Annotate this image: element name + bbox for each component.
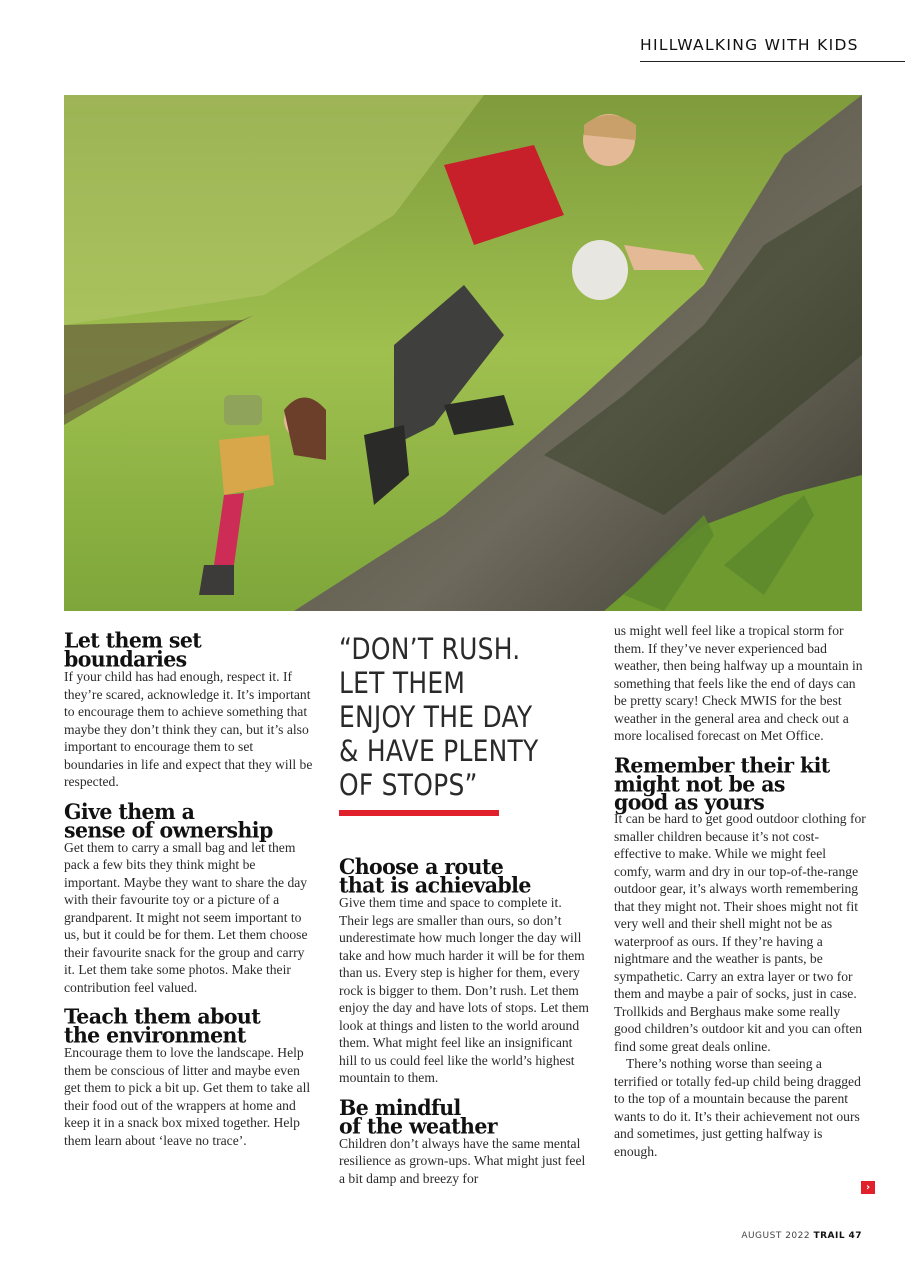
heading-line: sense of ownership: [64, 816, 273, 842]
section-label: HILLWALKING WITH KIDS: [640, 36, 859, 54]
photo-hillwalking-kids-icon: [64, 95, 862, 611]
heading-environment: [64, 1003, 314, 1048]
column-3: [614, 622, 866, 1160]
heading-line: the environment: [64, 1022, 246, 1048]
heading-line: that is achievable: [339, 872, 531, 898]
heading-line: good as yours: [614, 789, 765, 815]
column-1: [64, 627, 314, 1149]
section-rule: [640, 61, 905, 62]
pull-quote: [339, 632, 588, 802]
heading-route: [339, 853, 589, 898]
folio-magazine: TRAIL: [813, 1231, 846, 1241]
pull-quote-line: ENJOY THE DAY: [339, 700, 533, 734]
folio-page-number: 47: [848, 1231, 862, 1241]
heading-line: Give them a: [64, 798, 195, 824]
body-weather: Children don’t always have the same mental resilience as grown-ups. What might just feel a bit damp and breezy for: [339, 1135, 586, 1186]
column-2: [339, 632, 589, 1187]
heading-ownership: [64, 798, 314, 842]
body-boundaries: If your child has had enough, respect it. If they’re scared, acknowledge it. It’s important to encourage them to achieve something that maybe they don’t think they can, but it’s also important to encourage them to set boundaries in life and expect that they will be respected.: [64, 669, 313, 789]
heading-line: Teach them about: [64, 1003, 261, 1029]
body-route: Give them time and space to complete it. Their legs are smaller than ours, so don’t underestimate how much longer the day will take and how much harder it will be for them than us. Every step is higher for them, every rock is bigger to them. Don’t rush. Let them enjoy the day and have lots of stops. Let them look at things and listen to the world around them. What might feel like an insignificant hill to us could feel like the world’s highest mountain to them.: [339, 895, 589, 1085]
pull-quote-line: OF STOPS”: [339, 768, 478, 802]
pull-quote-line: “DON’T RUSH.: [339, 632, 521, 666]
continue-arrow-icon: ›: [861, 1181, 875, 1194]
heading-line: might not be as: [614, 770, 785, 796]
heading-line: boundaries: [64, 646, 187, 672]
page-folio: [640, 1231, 862, 1241]
body-kit: It can be hard to get good outdoor clothing for smaller children because it’s not cost-effective to make. While we might feel comfy, warm and dry in our top-of-the-range outdoor gear, it’s always worth remembering that they might not. Their shoes might not fit very well and their shell might not be as waterproof as ours. If they’re having a nightmare and the weather is pants, be sympathetic. Carry an extra layer or two for them and maybe a pair of socks, just in case. Trollkids and Berghaus make some really good children’s outdoor kit and you can often find some great deals online.: [614, 811, 866, 1054]
heading-line: of the weather: [339, 1112, 497, 1138]
heading-line: Be mindful: [339, 1094, 461, 1120]
pull-quote-line: LET THEM: [339, 666, 466, 700]
heading-line: Remember their kit: [614, 752, 830, 778]
heading-weather: [339, 1094, 589, 1138]
pull-quote-line: & HAVE PLENTY: [339, 734, 539, 768]
body-weather-continued: us might well feel like a tropical storm for them. If they’ve never experienced bad weather, then being halfway up a mountain in something that feels like the end of days can be pretty scary! Check MWIS for the best weather in the general area and check out a more localised forecast on Met Office.: [614, 623, 863, 743]
heading-line: Choose a route: [339, 853, 504, 879]
heading-kit: [614, 752, 866, 815]
body-closing: There’s nothing worse than seeing a terrified or totally fed-up child being dragged to the top of a mountain because the parent wants to do it. It’s their achievement not ours and sometimes, just getting halfway is enough.: [614, 1056, 861, 1159]
folio-issue: AUGUST 2022: [741, 1231, 811, 1241]
hero-photo: [64, 95, 862, 611]
heading-boundaries: [64, 627, 314, 672]
body-environment: Encourage them to love the landscape. Help them be conscious of litter and maybe even get them to pick a bit up. Get them to take all their food out of the wrappers at home and keep it in a snack box mixed together. Help them learn about ‘leave no trace’.: [64, 1045, 311, 1148]
body-ownership: Get them to carry a small bag and let them pack a few bits they think might be important. Maybe they want to share the day with their favourite toy or a picture of a grandparent. It might not seem important to us, but it could be for them. Let them choose their favourite snack for the group and carry it. Let them take some photos. Make their contribution feel valued.: [64, 839, 308, 995]
heading-line: Let them set: [64, 627, 202, 653]
